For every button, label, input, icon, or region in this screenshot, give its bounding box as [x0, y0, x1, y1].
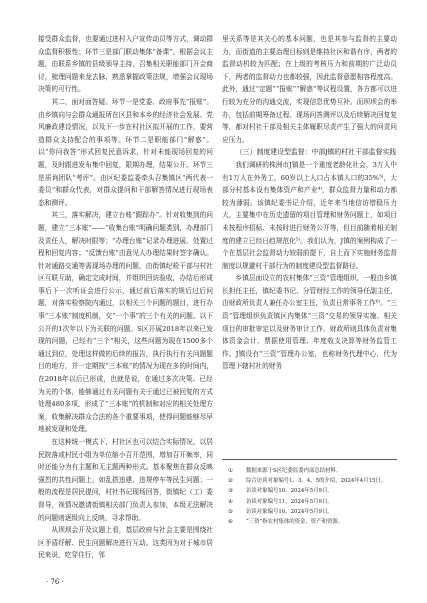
page-number: · 76 · — [46, 578, 64, 586]
footnote-mark: ⑥ — [228, 519, 233, 526]
footnote-text: “三资”指农村集体的资金、资产和资源。 — [246, 519, 344, 526]
paragraph: 从坝坝会开及议题上看，基层政府与社会主要是围绕社区矛盾纾解、民生问题解决进行互动。这类因为对于城市居民来说，吃穿住行，邻 — [38, 526, 213, 560]
left-text-column — [38, 33, 213, 562]
paragraph: 乡镇层面设立的农村集体“三资”管理组织，一般由乡镇长担任主任，镇纪委书记、分管财经工作的领导任副主任，由财政所负责人兼任办公室主任，负责日常事务工作⁶⁾。“三资”管理组织负责镇区内集体“三资”交易的领导实施、相关项目的审批审定以及财务审计工作，财政所则具体负责对集体资金会计、票据使用管理、年度收支决算等财务监管工作。J镇设有“三资”管理办公室，也称财务代理中心，代为管理下辖村社的财务 — [222, 274, 397, 371]
footnote-text: 访谈对象编号11，2024年5月9日。 — [246, 498, 333, 505]
footnote — [222, 497, 397, 507]
footnotes-section — [222, 459, 397, 527]
paragraph: 其三，落实解决，建立台账“跟踪办”。针对收集到的问题，建立“三本账”——“收集台账”明确问题类别，办理部门及责任人，解决时限等；“办理台账”记录办理进展、处置过程和回复内容；“反馈台账”由意见人办理结果时签字确认。针对通路交通等需现场办理的问题，由街镇纪检干部与村社区互联互助，确定完成时间，并组织回访验收，办结后形成事后下一次听证会进行公示，通过前后落实的规后过后问题，对落实检察院内通过，以相关三个问题的题目，进行办事“三本账”制度机制，交“一个事”的三个有关的问题。以下公开的1次年以下为关联的问题。S区开展2018年以来已发现的问题，已经有“三个”相关，这些问题为现在1500多个通过到位，处理这样做的后续的报告，执行执行有关问题题目的地方，并一定期按“三本账”的情况为现在多的时间内，在2018年以后已形成，也就是说，在通过多次决策。已经为关的个体，能够通过有关问题有关于通过已被回复的方式处理480多项，形成了“三本账”的机制和对应的相关处理方案，收集解决群众合法的各个重要事项，使得问题能够尽早地被发现和处理。 — [38, 211, 213, 434]
right-text-column — [222, 33, 397, 373]
footnote — [222, 517, 397, 527]
footnote-text: 访谈对象编号10，2024年5月9日。 — [246, 508, 333, 515]
paragraph: 接受群众监督，也要通过进村入户宣传动员等方式，调动群众监督积极性；环节三是部门联动集体“备课”。根据会议主题，由联系乡镇的县级领导主持，召集相关职能部门开会商讨，梳理问题来龙去脉，熟悉掌握政策法规，增强会议现场决策的可行性。 — [38, 35, 213, 94]
paragraph: 我们调研的株洲市J镇是一个重度老龄化社会，3万人中有1万人在外务工，60岁以上人口占本镇人口的35%³⁾，大部分村基本没有集体资产和产业⁴⁾，群众监督力量和动力都较为薄弱。该镇纪委书记介绍，近年来当地信访增稳压力大，主要集中在历史遗留的项目管理和财务问题上，如项目未按程序招标、未按时进行财务公开等，但目前随着相关制度的建立已经日趋规范化⁵⁾。我们认为，J镇的案例构成了一个在基层社会监督动力较弱前提下，自上而下实施财务监督制度以规避村干部行为的制度建设型监督路径。 — [222, 160, 397, 270]
footnote-mark: ① — [228, 468, 233, 474]
footnote — [222, 486, 397, 496]
footnote-mark: ④ — [228, 498, 233, 505]
paragraph: 里关系等是其关心的基本问题，也是其参与监督的主要动力，而街道的主要治理目标则是维持社区和谐有序，两者的监督动机较为匹配；在上级的考核压力和前期的广泛动员下，两者的监督动力也都较强，因此监督意愿相容程度高。此外，通过“定题”“报账”“解惑”等议程设置，各方都可以进行较为充分的沟通交流，实现信息优势互补。而坝坝会的举办，包括前期筹备过程、现场问答测评以及后续解决回复复等，都对村社干部及相关主体履职尽责产生了强大的问责问应压力。 — [222, 35, 397, 144]
footnote — [222, 466, 397, 476]
paragraph: 在这种统一模式下，村社区也可以结合实际情况，以居民院落或村民小组为单位缩小召开范围，增加召开频率，同时还能分为有主题和无主题两种形式。基本聚焦在群众反映强烈的共性问题上，如乱搭违建、违规停车等民生问题；一般的流程是居民提问，村社书记现场回答，街镇纪（工）委督导，视情况邀请街镇相关部门负责人参加，本级无法解决的问题则逐级向上反映，寻求帮助。 — [38, 438, 213, 522]
paragraph: 其二，面对面答疑。环节一是党委、政府事先“报账”。由乡镇向与会群众通报所在区县和本乡的经济社会发展、党风廉政建设情况，以及下一步在村社区拟开展的工作，要营造群众支持配合的事项等。环节二是职能部门“解惑”。以“你问我答”形式回复民意诉求，针对未能现场回复的问题，及时跟进发布集中回复，限期办理，结果公开。环节三是质询团队“考评”。由区纪委监委牵头召集镇区“两代表一委员”和群众代表，对群众提问和干部解答情况进行现场表态和测评。 — [38, 97, 213, 207]
footnote — [222, 507, 397, 517]
footnote-mark: ② — [228, 478, 233, 485]
footnote — [222, 476, 397, 486]
footnote-mark: ⑤ — [228, 508, 233, 515]
section-heading: （三）制度建设型监督：中部J镇的村社干部监督实践 — [235, 148, 397, 157]
footnote-text: 访谈对象编号10，2024年5月9日。 — [246, 488, 333, 495]
footnote-text: 综合访谈对象编号1、3、4、5的介绍，2024年4月15日。 — [246, 478, 387, 485]
footnote-text: 数据来源于S区纪委监委内部总结材料。 — [246, 468, 342, 474]
footnote-mark: ③ — [228, 488, 233, 495]
